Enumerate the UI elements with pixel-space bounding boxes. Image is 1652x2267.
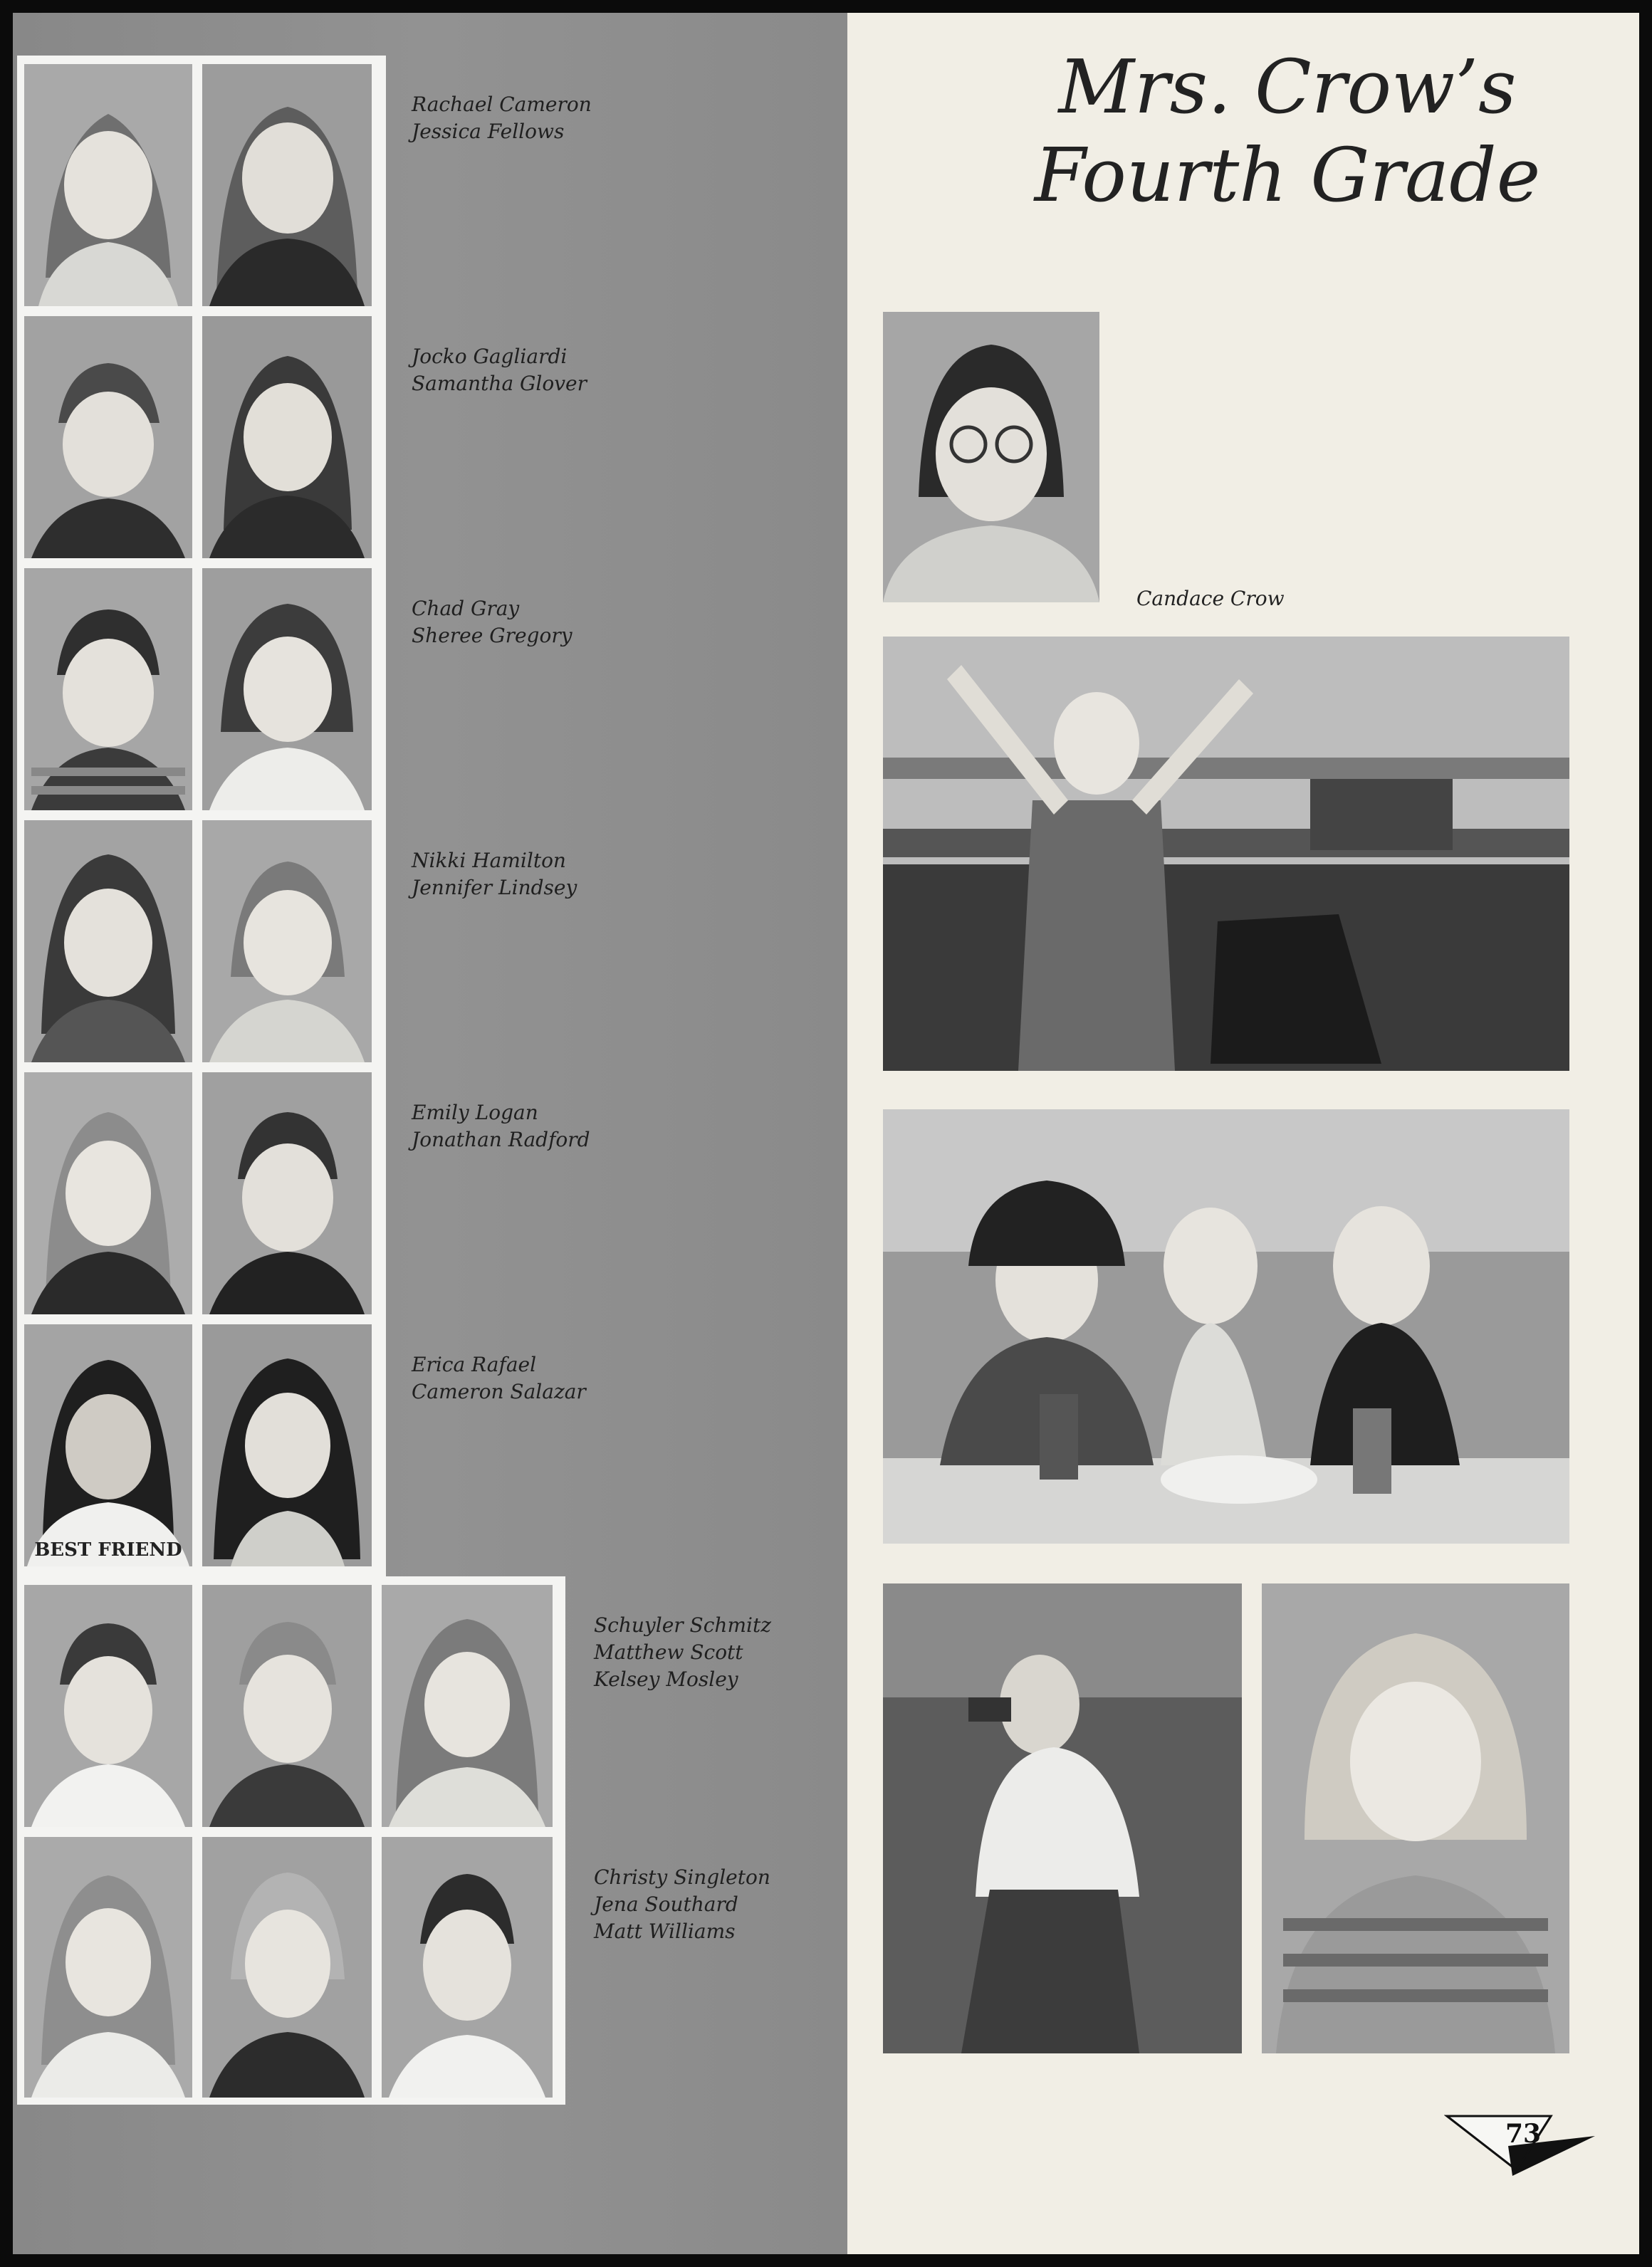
page-number: 73 — [1505, 2119, 1542, 2149]
student-name: Sheree Gregory — [412, 624, 573, 647]
student-names — [412, 1351, 586, 1405]
student-name: Matthew Scott — [594, 1640, 743, 1664]
title-line-1: Mrs. Crow’s — [1058, 43, 1517, 130]
student-name: Matt Williams — [594, 1920, 736, 1943]
student-name: Christy Singleton — [594, 1865, 770, 1889]
student-names — [412, 595, 573, 649]
student-name: Emily Logan — [412, 1101, 538, 1124]
student-portrait — [202, 64, 372, 306]
student-portrait — [24, 316, 192, 558]
student-names — [412, 91, 592, 145]
student-portrait — [202, 1837, 372, 2098]
title-line-2: Fourth Grade — [1034, 132, 1541, 219]
student-name: Samantha Glover — [412, 372, 587, 395]
student-name: Erica Rafael — [412, 1353, 537, 1376]
yearbook-page — [13, 13, 1639, 2254]
student-portrait — [202, 316, 372, 558]
student-portrait — [382, 1837, 553, 2098]
student-name: Jena Southard — [594, 1892, 738, 1916]
student-portrait — [202, 820, 372, 1062]
student-portrait — [202, 1072, 372, 1314]
teacher-caption: Candace Crow — [1136, 587, 1285, 610]
student-name: Chad Gray — [412, 597, 520, 620]
student-portrait — [24, 1837, 192, 2098]
page-number-tab — [1444, 2110, 1601, 2179]
student-portrait — [24, 820, 192, 1062]
student-portrait — [202, 568, 372, 810]
student-portrait — [24, 568, 192, 810]
student-names — [412, 1099, 590, 1153]
candid-photo-classroom — [883, 637, 1569, 1071]
page-title — [981, 43, 1594, 219]
candid-photo-girl-smiling — [1262, 1583, 1569, 2053]
student-portrait — [382, 1585, 553, 1827]
student-portrait — [24, 1324, 192, 1566]
student-name: Jennifer Lindsey — [412, 876, 577, 899]
shirt-text: BEST FRIEND — [34, 1539, 182, 1561]
student-portrait — [24, 1585, 192, 1827]
student-portrait — [24, 1072, 192, 1314]
student-names — [412, 343, 587, 397]
student-name: Jocko Gagliardi — [412, 345, 568, 368]
student-name: Nikki Hamilton — [412, 849, 566, 872]
student-name: Cameron Salazar — [412, 1380, 586, 1403]
teacher-portrait — [883, 312, 1099, 602]
candid-photo-party-table — [883, 1109, 1569, 1544]
student-names — [412, 847, 577, 901]
student-names — [594, 1864, 770, 1945]
student-name: Schuyler Schmitz — [594, 1613, 771, 1637]
student-name: Kelsey Mosley — [594, 1667, 738, 1691]
student-portrait — [24, 64, 192, 306]
student-portrait — [202, 1324, 372, 1566]
student-name: Jessica Fellows — [412, 120, 565, 143]
student-name: Jonathan Radford — [412, 1128, 590, 1151]
student-name: Rachael Cameron — [412, 93, 592, 116]
student-portrait — [202, 1585, 372, 1827]
student-names — [594, 1612, 771, 1693]
candid-photo-boy-eating — [883, 1583, 1242, 2053]
